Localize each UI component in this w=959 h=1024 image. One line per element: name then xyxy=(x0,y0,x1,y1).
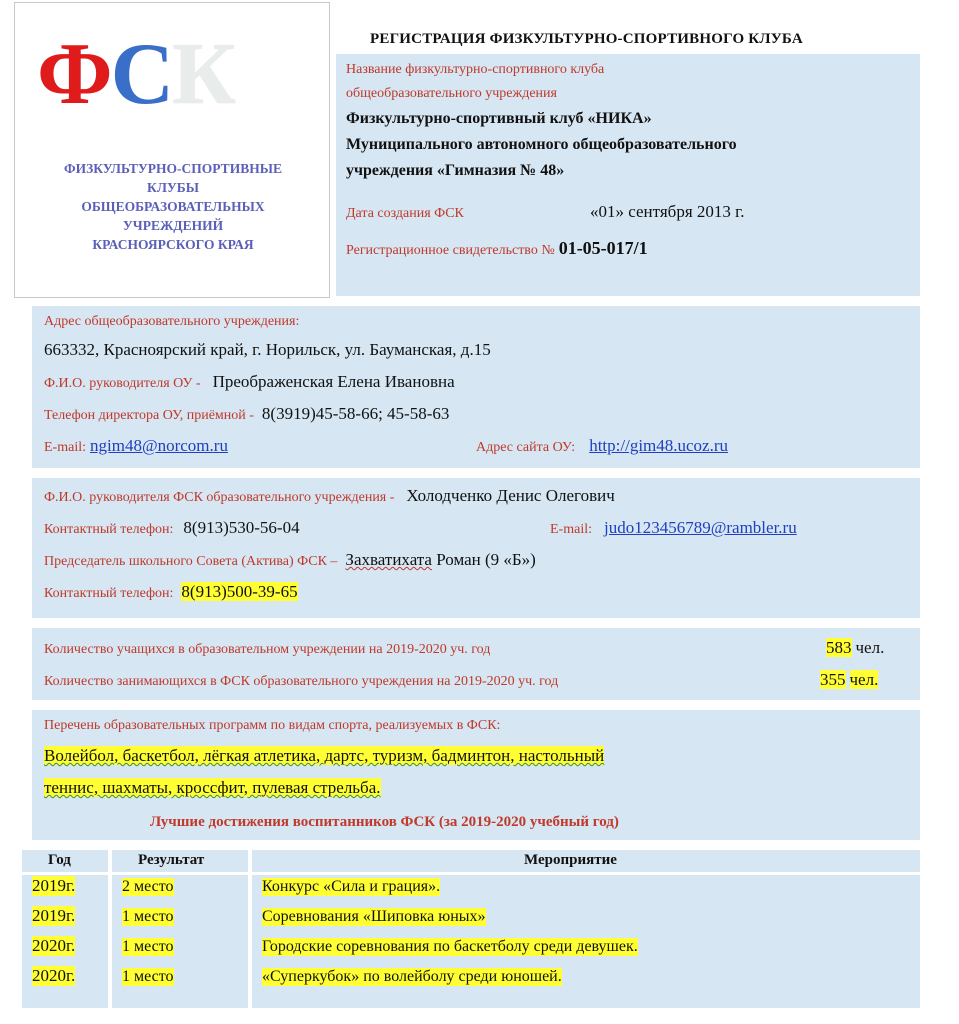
row-result: 1 место xyxy=(122,968,174,985)
programs-text-2: теннис, шахматы, кроссфит, пулевая стрельба. xyxy=(44,778,381,797)
logo-caption-line: ФИЗКУЛЬТУРНО-СПОРТИВНЫЕ xyxy=(64,161,282,176)
creation-date-value: «01» сентября 2013 г. xyxy=(590,202,745,221)
chair-phone-row xyxy=(44,582,298,602)
row-event: Городские соревнования по баскетболу среди девушек. xyxy=(262,938,638,955)
members-count xyxy=(820,670,878,690)
council-chair-row xyxy=(44,550,536,570)
club-email-link[interactable]: judo123456789@rambler.ru xyxy=(604,518,797,537)
students-count-value: 583 xyxy=(826,638,852,657)
students-count xyxy=(826,638,884,658)
school-head-row xyxy=(44,372,455,392)
club-phone-row xyxy=(44,518,300,538)
club-head-value: Холодченко Денис Олегович xyxy=(406,486,615,505)
club-name-value-2: Муниципального автономного общеобразовательного xyxy=(346,136,737,153)
students-count-unit: чел. xyxy=(855,638,885,657)
column-header-event: Мероприятие xyxy=(524,852,617,868)
logo-caption-line: ОБЩЕОБРАЗОВАТЕЛЬНЫХ xyxy=(81,199,265,214)
club-name-value-1: Физкультурно-спортивный клуб «НИКА» xyxy=(346,110,652,127)
row-event: Конкурс «Сила и грация». xyxy=(262,878,441,895)
club-head-label: Ф.И.О. руководителя ФСК образовательного учреждения - xyxy=(44,490,395,505)
logo-caption-line: УЧРЕЖДЕНИЙ xyxy=(122,218,224,233)
fsk-logo xyxy=(37,26,234,123)
logo-caption xyxy=(25,159,321,254)
club-phone-value: 8(913)530-56-04 xyxy=(183,518,300,537)
school-site-row xyxy=(476,436,728,456)
certificate-label: Регистрационное свидетельство № xyxy=(346,243,555,258)
chair-phone-label: Контактный телефон: xyxy=(44,586,174,601)
school-email-row xyxy=(44,436,228,456)
programs-line-2 xyxy=(44,778,381,798)
row-event: «Суперкубок» по волейболу среди юношей. xyxy=(262,968,562,985)
school-site-label: Адрес сайта ОУ: xyxy=(476,440,576,455)
row-result: 1 место xyxy=(122,908,174,925)
school-site-link[interactable]: http://gim48.ucoz.ru xyxy=(589,436,729,455)
students-count-label: Количество учащихся в образовательном учреждении на 2019-2020 уч. год xyxy=(44,642,491,657)
council-chair-name: Роман (9 «Б») xyxy=(431,550,536,569)
row-year: 2019г. xyxy=(32,876,76,895)
row-year: 2019г. xyxy=(32,906,76,925)
school-address-value: 663332, Красноярский край, г. Норильск, ул. Бауманская, д.15 xyxy=(44,340,491,359)
row-result: 2 место xyxy=(122,878,174,895)
logo-letter-f: Ф xyxy=(37,26,111,123)
members-count-value: 355 xyxy=(820,670,846,689)
creation-date-label: Дата создания ФСК xyxy=(346,206,464,221)
members-count-unit: чел. xyxy=(849,670,879,689)
school-head-label: Ф.И.О. руководителя ОУ - xyxy=(44,376,201,391)
school-email-label: E-mail: xyxy=(44,440,86,455)
certificate-value: 01-05-017/1 xyxy=(558,238,648,258)
logo-letter-k: К xyxy=(172,26,234,123)
logo-box xyxy=(14,2,330,298)
club-head-row xyxy=(44,486,615,506)
logo-caption-line: КРАСНОЯРСКОГО КРАЯ xyxy=(92,237,254,252)
row-event: Соревнования «Шиповка юных» xyxy=(262,908,486,925)
row-year: 2020г. xyxy=(32,936,76,955)
council-chair-surname: Захватихата xyxy=(345,550,432,569)
club-email-row xyxy=(550,518,797,538)
school-phone-label: Телефон директора ОУ, приёмной - xyxy=(44,408,254,423)
logo-letter-s: С xyxy=(110,26,173,123)
club-phone-label: Контактный телефон: xyxy=(44,522,174,537)
school-phone-row xyxy=(44,404,449,424)
council-chair-label: Председатель школьного Совета (Актива) ФСК – xyxy=(44,554,338,569)
club-name-label-2: общеобразовательного учреждения xyxy=(346,86,557,101)
school-email-link[interactable]: ngim48@norcom.ru xyxy=(90,436,228,455)
certificate-row xyxy=(346,238,648,259)
column-header-year: Год xyxy=(48,852,71,868)
club-name-label-1: Название физкультурно-спортивного клуба xyxy=(346,62,605,77)
row-result: 1 место xyxy=(122,938,174,955)
school-address-label: Адрес общеобразовательного учреждения: xyxy=(44,314,300,329)
school-phone-value: 8(3919)45-58-66; 45-58-63 xyxy=(261,404,450,423)
programs-text-1: Волейбол, баскетбол, лёгкая атлетика, дартс, туризм, бадминтон, настольный xyxy=(44,746,605,765)
programs-label: Перечень образовательных программ по видам спорта, реализуемых в ФСК: xyxy=(44,718,501,733)
club-name-value-3: учреждения «Гимназия № 48» xyxy=(346,162,565,179)
school-head-value: Преображенская Елена Ивановна xyxy=(212,372,455,391)
logo-caption-line: КЛУБЫ xyxy=(147,180,199,195)
column-header-result: Результат xyxy=(138,852,205,868)
programs-line-1 xyxy=(44,746,604,766)
club-email-label: E-mail: xyxy=(550,522,592,537)
members-count-label: Количество занимающихся в ФСК образовательного учреждения на 2019-2020 уч. год xyxy=(44,674,559,689)
achievements-title: Лучшие достижения воспитанников ФСК (за 2019-2020 учебный год) xyxy=(150,814,619,830)
page-title: РЕГИСТРАЦИЯ ФИЗКУЛЬТУРНО-СПОРТИВНОГО КЛУБА xyxy=(370,31,803,47)
chair-phone-value: 8(913)500-39-65 xyxy=(181,582,298,601)
row-year: 2020г. xyxy=(32,966,76,985)
table-divider xyxy=(22,872,920,875)
